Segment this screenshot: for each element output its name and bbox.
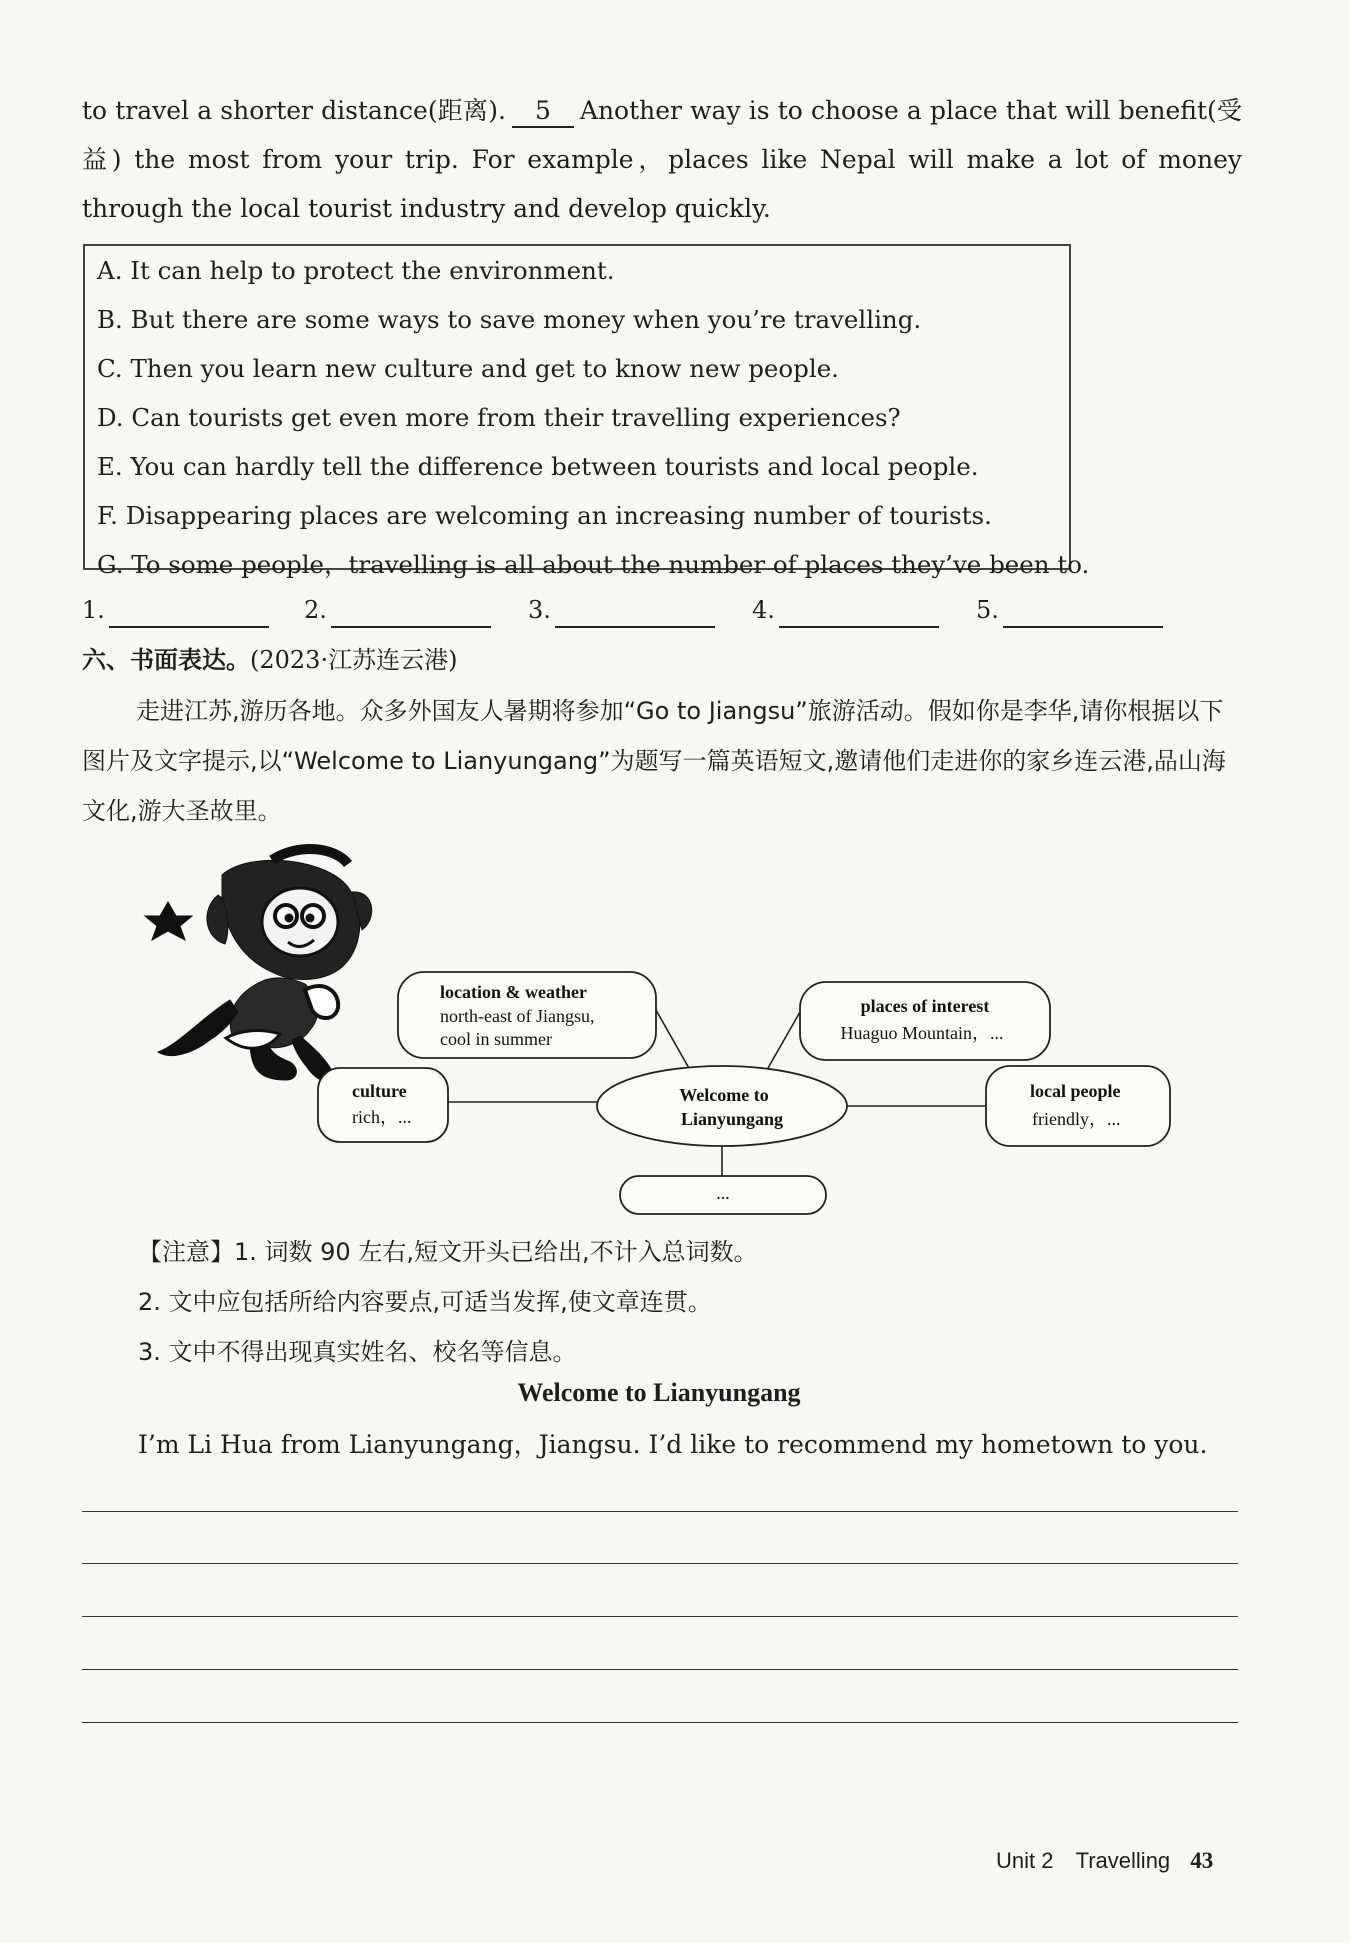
passage-text-b: Another way is to choose a place that will benefit(受益) the most from your trip. For example，places like Nepal will make a lot of money through the local tourist industry and develop quickly. (82, 96, 1242, 223)
answer-5-label: 5. (976, 596, 999, 624)
people-line-1: friendly，... (1032, 1109, 1121, 1129)
answer-2-line[interactable] (331, 596, 491, 628)
location-line-2: cool in summer (440, 1029, 552, 1049)
answer-3-line[interactable] (555, 596, 715, 628)
note-3: 3. 文中不得出现真实姓名、校名等信息。 (138, 1338, 577, 1366)
option-e: E. You can hardly tell the difference between tourists and local people. (97, 452, 979, 481)
answer-1-line[interactable] (109, 596, 269, 628)
option-b: B. But there are some ways to save money when you’re travelling. (97, 305, 922, 334)
answer-4-line[interactable] (779, 596, 939, 628)
places-line-1: Huaguo Mountain，... (840, 1023, 1004, 1043)
node-local-people (986, 1066, 1170, 1146)
writing-line[interactable] (82, 1669, 1238, 1670)
writing-line[interactable] (82, 1616, 1238, 1617)
location-title: location & weather (440, 982, 587, 1002)
answer-3[interactable] (528, 592, 715, 628)
section-heading (82, 640, 457, 680)
answer-row (82, 592, 1202, 632)
note-1: 【注意】1. 词数 90 左右,短文开头已给出,不计入总词数。 (138, 1238, 758, 1266)
node-more (620, 1176, 826, 1214)
culture-line-1: rich，... (352, 1107, 412, 1127)
node-location-weather (398, 972, 656, 1058)
answer-1-label: 1. (82, 596, 105, 624)
node-culture (318, 1068, 448, 1142)
option-c: C. Then you learn new culture and get to know new people. (97, 354, 839, 383)
answer-4[interactable] (752, 592, 939, 628)
monkey-king-illustration (145, 849, 372, 1082)
mindmap-center (597, 1066, 847, 1146)
option-a: A. It can help to protect the environment. (97, 256, 615, 285)
options-box (83, 244, 1090, 579)
writing-line[interactable] (82, 1511, 1238, 1512)
answer-5-line[interactable] (1003, 596, 1163, 628)
blank-5: 5 (512, 96, 574, 128)
location-line-1: north-east of Jiangsu, (440, 1006, 595, 1026)
more-text: ... (716, 1183, 730, 1203)
writing-line[interactable] (82, 1563, 1238, 1564)
answer-5[interactable] (976, 592, 1163, 628)
option-d: D. Can tourists get even more from their travelling experiences? (97, 403, 901, 432)
section-source: (2023·江苏连云港) (250, 646, 458, 674)
places-title: places of interest (860, 996, 990, 1016)
footer-unit: Unit 2 (996, 1848, 1054, 1873)
answer-2-label: 2. (304, 596, 327, 624)
answer-1[interactable] (82, 592, 269, 628)
essay-title: Welcome to Lianyungang (517, 1378, 801, 1407)
answer-3-label: 3. (528, 596, 551, 624)
note-2: 2. 文中应包括所给内容要点,可适当发挥,使文章连贯。 (138, 1288, 712, 1316)
center-line-1: Welcome to (679, 1085, 769, 1105)
passage-text-a: to travel a shorter distance(距离). (82, 96, 506, 125)
footer-topic: Travelling (1075, 1848, 1171, 1873)
star-icon (145, 902, 192, 940)
essay-opening: I’m Li Hua from Lianyungang，Jiangsu. I’d like to recommend my hometown to you. (138, 1430, 1208, 1459)
page-number: 43 (1190, 1848, 1214, 1873)
passage-ending (82, 86, 1242, 233)
mindmap-diagram (0, 840, 1350, 1220)
node-places-of-interest (800, 982, 1050, 1060)
writing-line[interactable] (82, 1722, 1238, 1723)
section-title: 六、书面表达。 (82, 646, 250, 674)
center-line-2: Lianyungang (680, 1109, 784, 1129)
answer-2[interactable] (304, 592, 491, 628)
page-footer (996, 1848, 1213, 1874)
answer-4-label: 4. (752, 596, 775, 624)
option-g: G. To some people，travelling is all about the number of places they’ve been to. (97, 550, 1090, 579)
people-title: local people (1030, 1081, 1121, 1101)
task-instructions: 走进江苏,游历各地。众多外国友人暑期将参加“Go to Jiangsu”旅游活动。假如你是李华,请你根据以下图片及文字提示,以“Welcome to Lianyungang”为题写一篇英语短文,邀请他们走进你的家乡连云港,品山海文化,游大圣故里。 (82, 697, 1226, 825)
culture-title: culture (352, 1081, 407, 1101)
option-f: F. Disappearing places are welcoming an increasing number of tourists. (97, 501, 992, 530)
